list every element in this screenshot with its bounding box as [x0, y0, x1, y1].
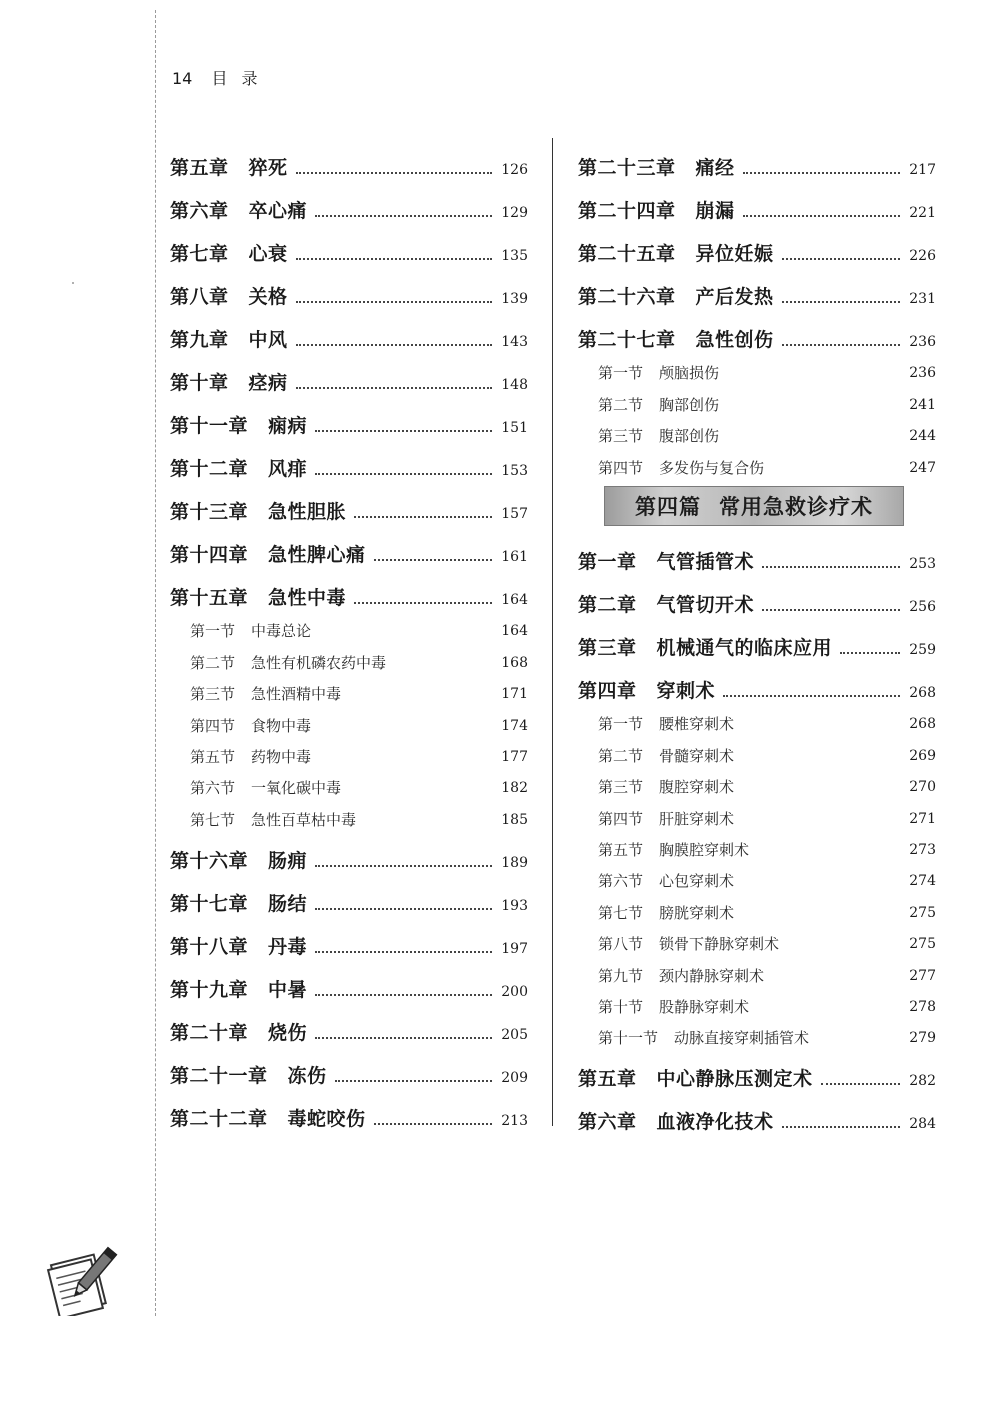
toc-chapter-label: [170, 932, 307, 959]
section-name: 急性百草枯中毒: [251, 810, 357, 829]
dot-leader: [782, 258, 900, 260]
dot-leader: [315, 1037, 492, 1039]
toc-section-label: [578, 457, 764, 478]
dot-leader: [296, 258, 492, 260]
chapter-name: 中风: [248, 329, 288, 351]
toc-chapter-label: [170, 454, 307, 481]
toc-chapter-label: [170, 282, 288, 309]
toc-section-label: [578, 996, 749, 1017]
page-ref: 226: [909, 248, 936, 264]
page-number: 14: [172, 69, 193, 88]
toc-chapter-label: [170, 540, 366, 567]
page-ref: 182: [501, 780, 528, 797]
chapter-name: 机械通气的临床应用: [656, 637, 833, 659]
dot-leader: [782, 1126, 900, 1128]
section-name: 药物中毒: [251, 747, 312, 766]
margin-dot: [72, 282, 74, 284]
dot-leader: [354, 602, 492, 604]
section-number: 第三节: [190, 685, 236, 704]
page-ref: 253: [909, 556, 936, 572]
section-number: 第五节: [598, 840, 644, 859]
section-number: 第六节: [190, 779, 236, 798]
column-divider: [552, 138, 553, 1126]
chapter-name: 崩漏: [695, 200, 735, 222]
dot-leader: [315, 865, 492, 867]
toc-section-entry[interactable]: [578, 797, 936, 828]
dot-leader: [315, 908, 492, 910]
page-ref: 164: [501, 623, 528, 640]
toc-section-label: [578, 394, 719, 415]
chapter-number: 第二十七章: [578, 329, 676, 351]
section-name: 锁骨下静脉穿刺术: [659, 935, 780, 954]
page-ref: 274: [909, 873, 936, 890]
section-name: 多发伤与复合伤: [659, 458, 765, 477]
toc-chapter-entry[interactable]: [170, 959, 528, 1002]
page-ref: 148: [501, 377, 528, 393]
page-ref: 273: [909, 841, 936, 858]
dot-leader: [315, 473, 492, 475]
toc-chapter-label: [170, 889, 307, 916]
chapter-name: 血液净化技术: [656, 1111, 774, 1134]
section-name: 一氧化碳中毒: [251, 779, 342, 798]
chapter-name: 痫病: [268, 415, 308, 437]
chapter-number: 第二十五章: [578, 243, 676, 265]
page-header: [172, 66, 257, 89]
section-name: 腹部创伤: [659, 427, 720, 446]
dot-leader: [374, 559, 492, 561]
toc-chapter-label: [578, 239, 774, 266]
section-number: 第六节: [598, 872, 644, 891]
toc-chapter-entry[interactable]: [170, 1002, 528, 1045]
chapter-name: 丹毒: [268, 935, 308, 958]
chapter-name: 产后发热: [695, 286, 774, 308]
toc-section-entry[interactable]: [578, 829, 936, 860]
page-ref: 129: [501, 205, 528, 221]
toc-chapter-label: [170, 583, 346, 610]
page-ref: 284: [909, 1116, 936, 1133]
page-ref: 151: [501, 420, 528, 436]
chapter-name: 气管插管术: [656, 551, 755, 573]
toc-chapter-entry[interactable]: [170, 1045, 528, 1088]
toc-chapter-entry[interactable]: [170, 137, 528, 180]
toc-chapter-label: [578, 153, 735, 180]
toc-chapter-label: [170, 239, 288, 266]
toc-chapter-entry[interactable]: [170, 309, 528, 352]
toc-section-entry[interactable]: [170, 704, 528, 735]
toc-chapter-label: [170, 975, 307, 1002]
part-number: 第四篇: [635, 494, 701, 519]
dot-leader: [782, 344, 900, 346]
toc-section-label: [578, 362, 719, 383]
toc-chapter-entry[interactable]: [170, 481, 528, 524]
chapter-number: 第十五章: [170, 587, 249, 609]
toc-section-label: [578, 776, 734, 797]
toc-section-label: [578, 933, 779, 954]
dot-leader: [296, 172, 492, 174]
page-ref: 271: [909, 810, 936, 827]
page-ref: 209: [501, 1069, 528, 1086]
toc-section-label: [170, 715, 311, 736]
chapter-name: 痛经: [695, 157, 735, 179]
toc-section-entry[interactable]: [578, 446, 936, 477]
page-ref: 269: [909, 747, 936, 764]
toc-section-label: [578, 425, 719, 446]
page-ref: 277: [909, 967, 936, 984]
dot-leader: [782, 301, 900, 303]
toc-chapter-entry[interactable]: [578, 1091, 936, 1134]
toc-section-entry[interactable]: [578, 860, 936, 891]
dot-leader: [743, 172, 900, 174]
page-ref: 279: [909, 1030, 936, 1047]
toc-chapter-entry[interactable]: [578, 309, 936, 352]
chapter-number: 第三章: [578, 637, 637, 659]
dot-leader: [315, 215, 492, 217]
chapter-name: 中暑: [268, 978, 308, 1001]
chapter-number: 第十九章: [170, 978, 249, 1001]
page-ref: 241: [909, 396, 936, 413]
section-name: 股静脉穿刺术: [659, 997, 750, 1016]
page-ref: 197: [501, 940, 528, 957]
toc-chapter-entry[interactable]: [170, 524, 528, 567]
section-name: 食物中毒: [251, 716, 312, 735]
left-margin-rule: [155, 10, 156, 1316]
toc-section-entry[interactable]: [578, 383, 936, 414]
chapter-name: 心衰: [248, 243, 288, 265]
chapter-name: 卒心痛: [248, 200, 308, 222]
chapter-number: 第五章: [170, 157, 229, 179]
dot-leader: [315, 994, 492, 996]
toc-chapter-entry[interactable]: [578, 180, 936, 223]
toc-chapter-entry[interactable]: [578, 1048, 936, 1091]
chapter-number: 第十六章: [170, 849, 249, 872]
part-name: 常用急救诊疗术: [719, 494, 873, 519]
chapter-name: 异位妊娠: [695, 243, 774, 265]
toc-section-entry[interactable]: [578, 352, 936, 383]
section-number: 第一节: [598, 715, 644, 734]
page-ref: 205: [501, 1026, 528, 1043]
toc-chapter-label: [170, 196, 307, 223]
toc-chapter-label: [170, 1061, 327, 1088]
toc-chapter-entry[interactable]: [170, 916, 528, 959]
toc-section-label: [578, 965, 764, 986]
toc-chapter-entry[interactable]: [170, 180, 528, 223]
section-name: 肝脏穿刺术: [659, 809, 735, 828]
dot-leader: [374, 1123, 492, 1125]
toc-section-entry[interactable]: [578, 734, 936, 765]
chapter-number: 第十三章: [170, 501, 249, 523]
page-ref: 282: [909, 1073, 936, 1090]
section-number: 第四节: [190, 716, 236, 735]
toc-right-column-bottom: [578, 531, 936, 1134]
section-name: 急性有机磷农药中毒: [251, 653, 387, 672]
dot-leader: [315, 951, 492, 953]
page-ref: 244: [909, 428, 936, 445]
toc-chapter-label: [578, 633, 832, 660]
toc-chapter-entry[interactable]: [170, 223, 528, 266]
section-name: 骨髓穿刺术: [659, 746, 735, 765]
section-number: 第八节: [598, 935, 644, 954]
toc-section-label: [170, 652, 386, 673]
toc-chapter-entry[interactable]: [170, 395, 528, 438]
toc-chapter-label: [170, 497, 346, 524]
dot-leader: [762, 566, 900, 568]
section-name: 膀胱穿刺术: [659, 903, 735, 922]
page-ref: 236: [909, 334, 936, 350]
chapter-number: 第十章: [170, 372, 229, 394]
toc-section-entry[interactable]: [578, 923, 936, 954]
toc-chapter-label: [578, 547, 754, 574]
toc-section-entry[interactable]: [170, 798, 528, 829]
toc-section-entry[interactable]: [578, 891, 936, 922]
chapter-name: 痉病: [248, 372, 288, 394]
chapter-name: 穿刺术: [656, 680, 716, 702]
dot-leader: [296, 387, 492, 389]
chapter-number: 第十二章: [170, 458, 249, 480]
toc-chapter-entry[interactable]: [578, 223, 936, 266]
section-number: 第四节: [598, 458, 644, 477]
page-ref: 174: [501, 717, 528, 734]
section-number: 第一节: [190, 622, 236, 641]
toc-chapter-entry[interactable]: [578, 137, 936, 180]
dot-leader: [296, 344, 492, 346]
notepad-pencil-icon: [46, 1242, 120, 1316]
page-ref: 217: [909, 162, 936, 178]
section-name: 心包穿刺术: [659, 872, 735, 891]
toc-section-label: [578, 839, 749, 860]
chapter-name: 中心静脉压测定术: [656, 1068, 813, 1091]
toc-chapter-label: [170, 411, 307, 438]
toc-chapter-entry[interactable]: [170, 567, 528, 610]
chapter-name: 肠痈: [268, 849, 308, 872]
toc-chapter-label: [170, 153, 288, 180]
toc-section-label: [170, 620, 311, 641]
toc-chapter-entry[interactable]: [170, 438, 528, 481]
section-number: 第二节: [598, 746, 644, 765]
page-ref: 126: [501, 162, 528, 178]
toc-chapter-label: [170, 368, 288, 395]
part-banner[interactable]: [604, 486, 904, 526]
toc-chapter-label: [578, 196, 735, 223]
page-ref: 259: [909, 642, 936, 658]
toc-chapter-label: [578, 325, 774, 352]
toc-section-label: [170, 683, 341, 704]
chapter-number: 第八章: [170, 286, 229, 308]
chapter-number: 第二章: [578, 594, 637, 616]
toc-section-label: [578, 902, 734, 923]
section-number: 第三节: [598, 778, 644, 797]
toc-section-entry[interactable]: [170, 673, 528, 704]
toc-right-column-top: [578, 137, 936, 478]
section-name: 颅脑损伤: [659, 364, 720, 383]
chapter-number: 第二十三章: [578, 157, 676, 179]
toc-section-entry[interactable]: [578, 766, 936, 797]
page-ref: 270: [909, 779, 936, 796]
page-ref: 143: [501, 334, 528, 350]
chapter-name: 关格: [248, 286, 288, 308]
chapter-number: 第十七章: [170, 892, 249, 915]
page-ref: 268: [909, 685, 936, 701]
toc-section-entry[interactable]: [578, 954, 936, 985]
chapter-number: 第十八章: [170, 935, 249, 958]
page-ref: 177: [501, 748, 528, 765]
section-number: 第五节: [190, 747, 236, 766]
page-ref: 275: [909, 936, 936, 953]
title-char-2: 录: [241, 69, 258, 88]
toc-section-label: [170, 746, 311, 767]
chapter-number: 第四章: [578, 680, 637, 702]
dot-leader: [354, 516, 492, 518]
section-number: 第三节: [598, 427, 644, 446]
chapter-name: 急性脾心痛: [268, 544, 366, 566]
page-ref: 135: [501, 248, 528, 264]
toc-chapter-label: [578, 676, 715, 703]
toc-chapter-entry[interactable]: [170, 830, 528, 873]
page-ref: 164: [501, 592, 528, 608]
dot-leader: [315, 430, 492, 432]
page-ref: 256: [909, 599, 936, 615]
section-number: 第十节: [598, 997, 644, 1016]
page-ref: 200: [501, 983, 528, 1000]
chapter-number: 第五章: [578, 1068, 637, 1091]
toc-chapter-entry[interactable]: [578, 531, 936, 574]
page-ref: 247: [909, 459, 936, 476]
toc-chapter-label: [578, 1064, 813, 1091]
page-ref: 189: [501, 854, 528, 871]
page-ref: 171: [501, 686, 528, 703]
section-number: 第二节: [190, 653, 236, 672]
toc-left-column: [170, 137, 528, 1131]
toc-section-label: [578, 745, 734, 766]
chapter-number: 第十四章: [170, 544, 249, 566]
dot-leader: [723, 695, 900, 697]
toc-section-label: [578, 713, 734, 734]
toc-section-label: [578, 808, 734, 829]
page-ref: 236: [909, 365, 936, 382]
toc-chapter-entry[interactable]: [170, 266, 528, 309]
page-ref: 213: [501, 1112, 528, 1129]
dot-leader: [335, 1080, 492, 1082]
section-name: 急性酒精中毒: [251, 685, 342, 704]
toc-section-label: [578, 1027, 809, 1048]
page-ref: 193: [501, 897, 528, 914]
chapter-name: 冻伤: [287, 1064, 327, 1087]
toc-chapter-entry[interactable]: [170, 352, 528, 395]
page-ref: 268: [909, 716, 936, 733]
toc-section-entry[interactable]: [578, 415, 936, 446]
chapter-name: 烧伤: [268, 1021, 308, 1044]
toc-section-entry[interactable]: [578, 703, 936, 734]
chapter-number: 第九章: [170, 329, 229, 351]
chapter-name: 急性中毒: [268, 587, 347, 609]
page-ref: 275: [909, 904, 936, 921]
chapter-name: 毒蛇咬伤: [287, 1107, 366, 1130]
toc-section-entry[interactable]: [170, 641, 528, 672]
chapter-number: 第二十一章: [170, 1064, 268, 1087]
chapter-name: 猝死: [248, 157, 288, 179]
page-title: [197, 69, 257, 88]
toc-chapter-entry[interactable]: [578, 574, 936, 617]
toc-section-label: [170, 777, 341, 798]
page-ref: 139: [501, 291, 528, 307]
section-name: 腹腔穿刺术: [659, 778, 735, 797]
toc-section-entry[interactable]: [170, 610, 528, 641]
toc-chapter-label: [578, 1107, 774, 1134]
page-ref: 231: [909, 291, 936, 307]
toc-chapter-label: [170, 846, 307, 873]
dot-leader: [296, 301, 492, 303]
toc-chapter-entry[interactable]: [170, 873, 528, 916]
chapter-number: 第二十六章: [578, 286, 676, 308]
section-number: 第二节: [598, 395, 644, 414]
section-number: 第七节: [190, 810, 236, 829]
chapter-number: 第二十二章: [170, 1107, 268, 1130]
chapter-name: 肠结: [268, 892, 308, 915]
chapter-number: 第十一章: [170, 415, 249, 437]
section-number: 第十一节: [598, 1029, 659, 1048]
chapter-number: 第二十章: [170, 1021, 249, 1044]
chapter-number: 第七章: [170, 243, 229, 265]
section-name: 胸膜腔穿刺术: [659, 840, 750, 859]
chapter-name: 急性胆胀: [268, 501, 347, 523]
dot-leader: [821, 1083, 900, 1085]
section-name: 腰椎穿刺术: [659, 715, 735, 734]
title-char-1: 目: [211, 69, 228, 88]
chapter-number: 第六章: [578, 1111, 637, 1134]
section-name: 中毒总论: [251, 622, 312, 641]
chapter-name: 风痱: [268, 458, 308, 480]
toc-section-label: [578, 870, 734, 891]
toc-chapter-entry[interactable]: [578, 617, 936, 660]
page-ref: 278: [909, 998, 936, 1015]
page-ref: 157: [501, 506, 528, 522]
chapter-number: 第二十四章: [578, 200, 676, 222]
page-ref: 185: [501, 811, 528, 828]
toc-chapter-label: [170, 1018, 307, 1045]
section-number: 第四节: [598, 809, 644, 828]
toc-chapter-label: [170, 1104, 366, 1131]
chapter-name: 气管切开术: [656, 594, 755, 616]
page-ref: 153: [501, 463, 528, 479]
section-name: 胸部创伤: [659, 395, 720, 414]
toc-section-entry[interactable]: [578, 986, 936, 1017]
toc-section-entry[interactable]: [170, 736, 528, 767]
toc-chapter-entry[interactable]: [170, 1088, 528, 1131]
page-ref: 161: [501, 549, 528, 565]
toc-section-label: [170, 809, 356, 830]
section-number: 第一节: [598, 364, 644, 383]
dot-leader: [762, 609, 900, 611]
page-ref: 221: [909, 205, 936, 221]
dot-leader: [840, 652, 900, 654]
section-number: 第七节: [598, 903, 644, 922]
toc-chapter-label: [578, 590, 754, 617]
page-ref: 168: [501, 654, 528, 671]
toc-section-entry[interactable]: [578, 1017, 936, 1048]
chapter-number: 第一章: [578, 551, 637, 573]
toc-chapter-label: [170, 325, 288, 352]
chapter-number: 第六章: [170, 200, 229, 222]
toc-chapter-entry[interactable]: [578, 266, 936, 309]
toc-section-entry[interactable]: [170, 767, 528, 798]
section-number: 第九节: [598, 966, 644, 985]
chapter-name: 急性创伤: [695, 329, 774, 351]
toc-chapter-entry[interactable]: [578, 660, 936, 703]
dot-leader: [743, 215, 900, 217]
toc-chapter-label: [578, 282, 774, 309]
section-name: 颈内静脉穿刺术: [659, 966, 765, 985]
section-name: 动脉直接穿刺插管术: [674, 1029, 810, 1048]
